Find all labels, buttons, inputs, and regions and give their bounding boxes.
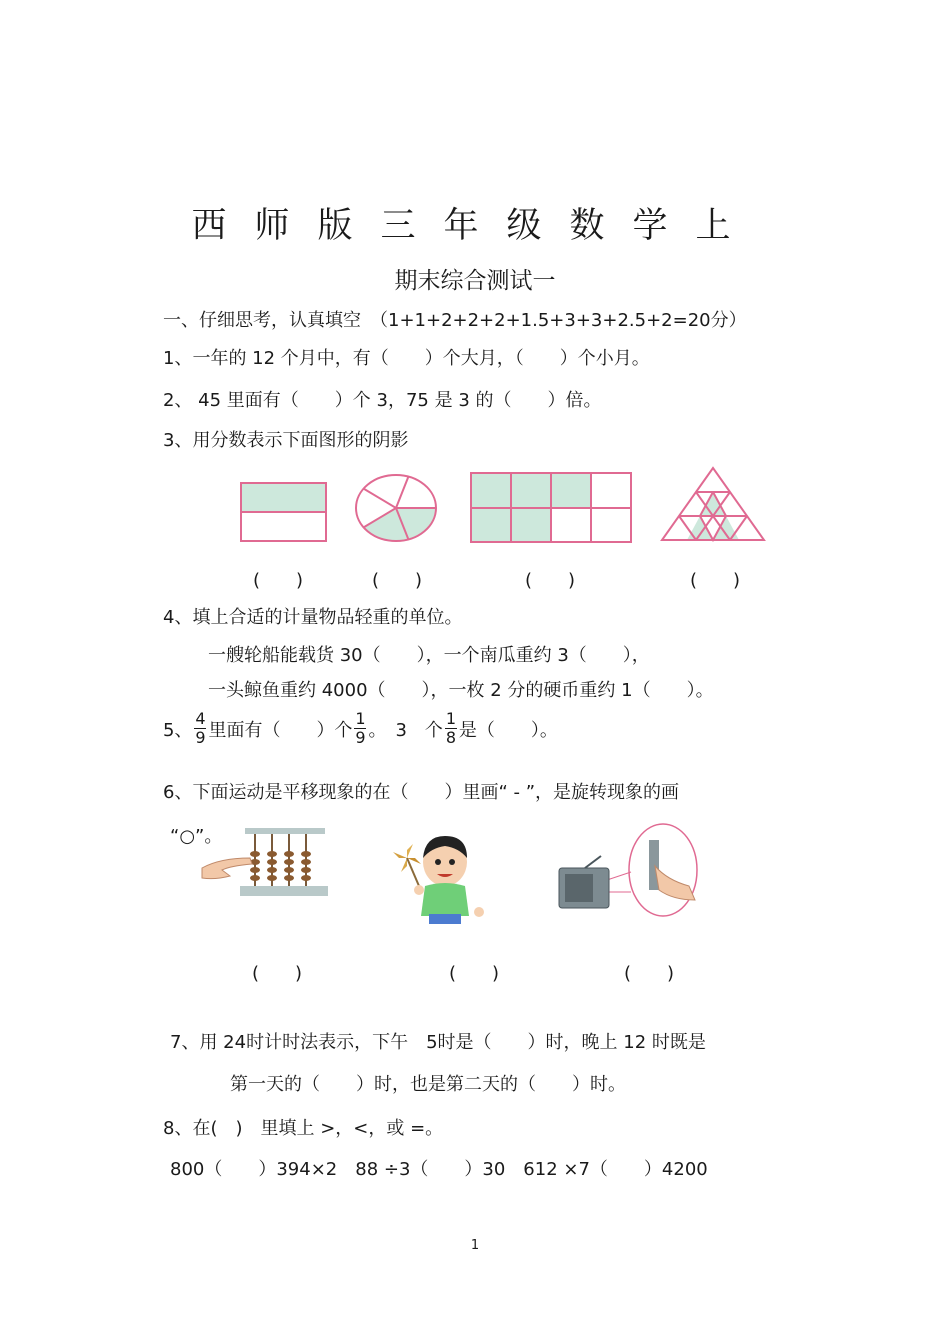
question-6-line-1: 6、下面运动是平移现象的在（ ）里画“ - ”，是旋转现象的画 <box>163 782 680 803</box>
question-2: 2、 45 里面有（ ）个 3，75 是 3 的（ ）倍。 <box>163 390 602 411</box>
q5-prefix: 5、 <box>163 719 193 741</box>
fraction-1-9 <box>354 710 366 747</box>
question-8: 8、在( ) 里填上 >，<，或 =。 <box>163 1118 444 1139</box>
shape-circle-fifths <box>356 475 436 541</box>
fraction-4-9 <box>194 710 206 747</box>
question-4-line-1: 一艘轮船能载货 30（ ），一个南瓜重约 3（ ）， <box>208 645 650 666</box>
question-4-line-2: 一头鲸鱼重约 4000（ ），一枚 2 分的硬币重约 1（ ）。 <box>208 680 714 701</box>
abacus-hand-picture <box>200 824 330 904</box>
q5-mid-1: 里面有（ ）个 <box>208 719 353 741</box>
fraction-shapes <box>230 462 780 552</box>
question-5 <box>163 710 558 747</box>
page-title: 西师版三年级数学上 <box>191 206 759 246</box>
answer-blank[interactable]: ( ) <box>624 963 675 984</box>
question-3: 3、用分数表示下面图形的阴影 <box>163 430 409 451</box>
shape-grid-eighths <box>471 473 631 542</box>
question-1: 1、一年的 12 个月中，有（ ）个大月，（ ）个小月。 <box>163 348 650 369</box>
answer-blank[interactable]: ( ) <box>372 570 423 591</box>
shape-rectangle-halves <box>241 483 326 541</box>
boy-pinwheel-picture <box>385 830 495 925</box>
answer-blank[interactable]: ( ) <box>690 570 741 591</box>
fraction-1-8 <box>445 710 457 747</box>
page-number: 1 <box>470 1238 480 1253</box>
section-heading: 一、仔细思考，认真填空 （1+1+2+2+2+1.5+3+3+2.5+2=20分） <box>163 310 747 331</box>
q5-mid-2: 。 3 个 <box>368 719 443 741</box>
question-4: 4、填上合适的计量物品轻重的单位。 <box>163 607 463 628</box>
numerator: 4 <box>195 709 206 728</box>
numerator: 1 <box>445 709 456 728</box>
question-6-line-2: “○”。 <box>170 826 223 847</box>
radio-switch-picture <box>555 820 705 920</box>
numerator: 1 <box>355 709 366 728</box>
page-subtitle: 期末综合测试一 <box>394 268 556 294</box>
answer-blank[interactable]: ( ) <box>252 963 303 984</box>
q5-suffix: 是（ ）。 <box>458 719 558 741</box>
denominator: 8 <box>445 728 456 747</box>
question-7-line-2: 第一天的（ ）时，也是第二天的（ ）时。 <box>230 1074 626 1095</box>
answer-blank[interactable]: ( ) <box>525 570 576 591</box>
question-7-line-1: 7、用 24时计时法表示，下午 5时是（ ）时，晚上 12 时既是 <box>170 1032 706 1053</box>
denominator: 9 <box>355 728 366 747</box>
answer-blank[interactable]: ( ) <box>449 963 500 984</box>
answer-blank[interactable]: ( ) <box>253 570 304 591</box>
question-8-comparisons: 800（ ）394×2 88 ÷3（ ）30 612 ×7（ ）4200 <box>170 1159 708 1180</box>
denominator: 9 <box>195 728 206 747</box>
shape-triangle-ninths <box>662 468 764 540</box>
